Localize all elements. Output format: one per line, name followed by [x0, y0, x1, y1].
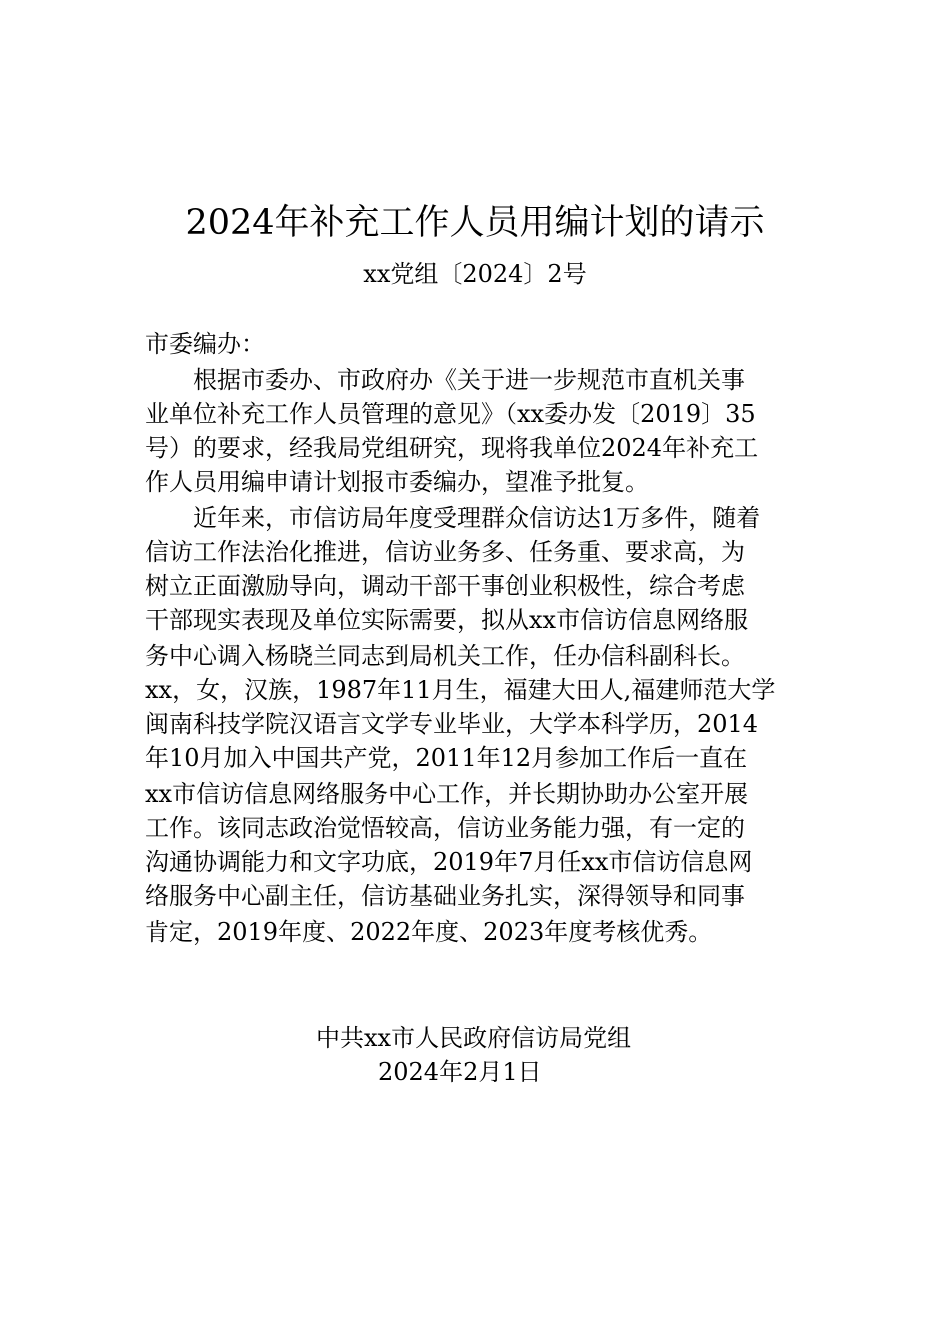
paragraph1-line: 作人员用编申请计划报市委编办，望准予批复。 [145, 468, 649, 496]
paragraph1-line: 号）的要求，经我局党组研究，现将我单位2024年补充工 [145, 434, 759, 462]
document-number: xx党组〔2024〕2号 [363, 260, 587, 288]
salutation: 市委编办： [145, 330, 265, 358]
paragraph2-line: 年10月加入中国共产党，2011年12月参加工作后一直在 [145, 744, 748, 772]
paragraph1-line: 业单位补充工作人员管理的意见》（xx委办发〔2019〕35 [145, 400, 756, 428]
paragraph2-line: 肯定，2019年度、2022年度、2023年度考核优秀。 [145, 918, 713, 946]
paragraph2-line: 闽南科技学院汉语言文学专业毕业，大学本科学历，2014 [145, 710, 759, 738]
paragraph1-line: 根据市委办、市政府办《关于进一步规范市直机关事 [193, 366, 745, 394]
signature-organization: 中共xx市人民政府信访局党组 [316, 1024, 632, 1052]
paragraph2-line: 络服务中心副主任，信访基础业务扎实，深得领导和同事 [145, 882, 745, 910]
paragraph2-line: 信访工作法治化推进，信访业务多、任务重、要求高，为 [145, 538, 745, 566]
paragraph2-line: xx，女，汉族，1987年11月生，福建大田人,福建师范大学 [145, 676, 776, 704]
paragraph2-line: 近年来，市信访局年度受理群众信访达1万多件，随着 [193, 504, 761, 532]
paragraph2-line: 沟通协调能力和文字功底，2019年7月任xx市信访信息网 [145, 848, 753, 876]
paragraph2-line: 工作。该同志政治觉悟较高，信访业务能力强，有一定的 [145, 814, 745, 842]
paragraph2-line: 干部现实表现及单位实际需要，拟从xx市信访信息网络服 [145, 606, 749, 634]
paragraph2-line: 树立正面激励导向，调动干部干事创业积极性，综合考虑 [145, 572, 745, 600]
paragraph2-line: 务中心调入杨晓兰同志到局机关工作，任办信科副科长。 [145, 642, 745, 670]
paragraph2-line: xx市信访信息网络服务中心工作，并长期协助办公室开展 [145, 780, 749, 808]
document-title: 2024年补充工作人员用编计划的请示 [185, 203, 765, 243]
signature-date: 2024年2月1日 [378, 1058, 542, 1086]
